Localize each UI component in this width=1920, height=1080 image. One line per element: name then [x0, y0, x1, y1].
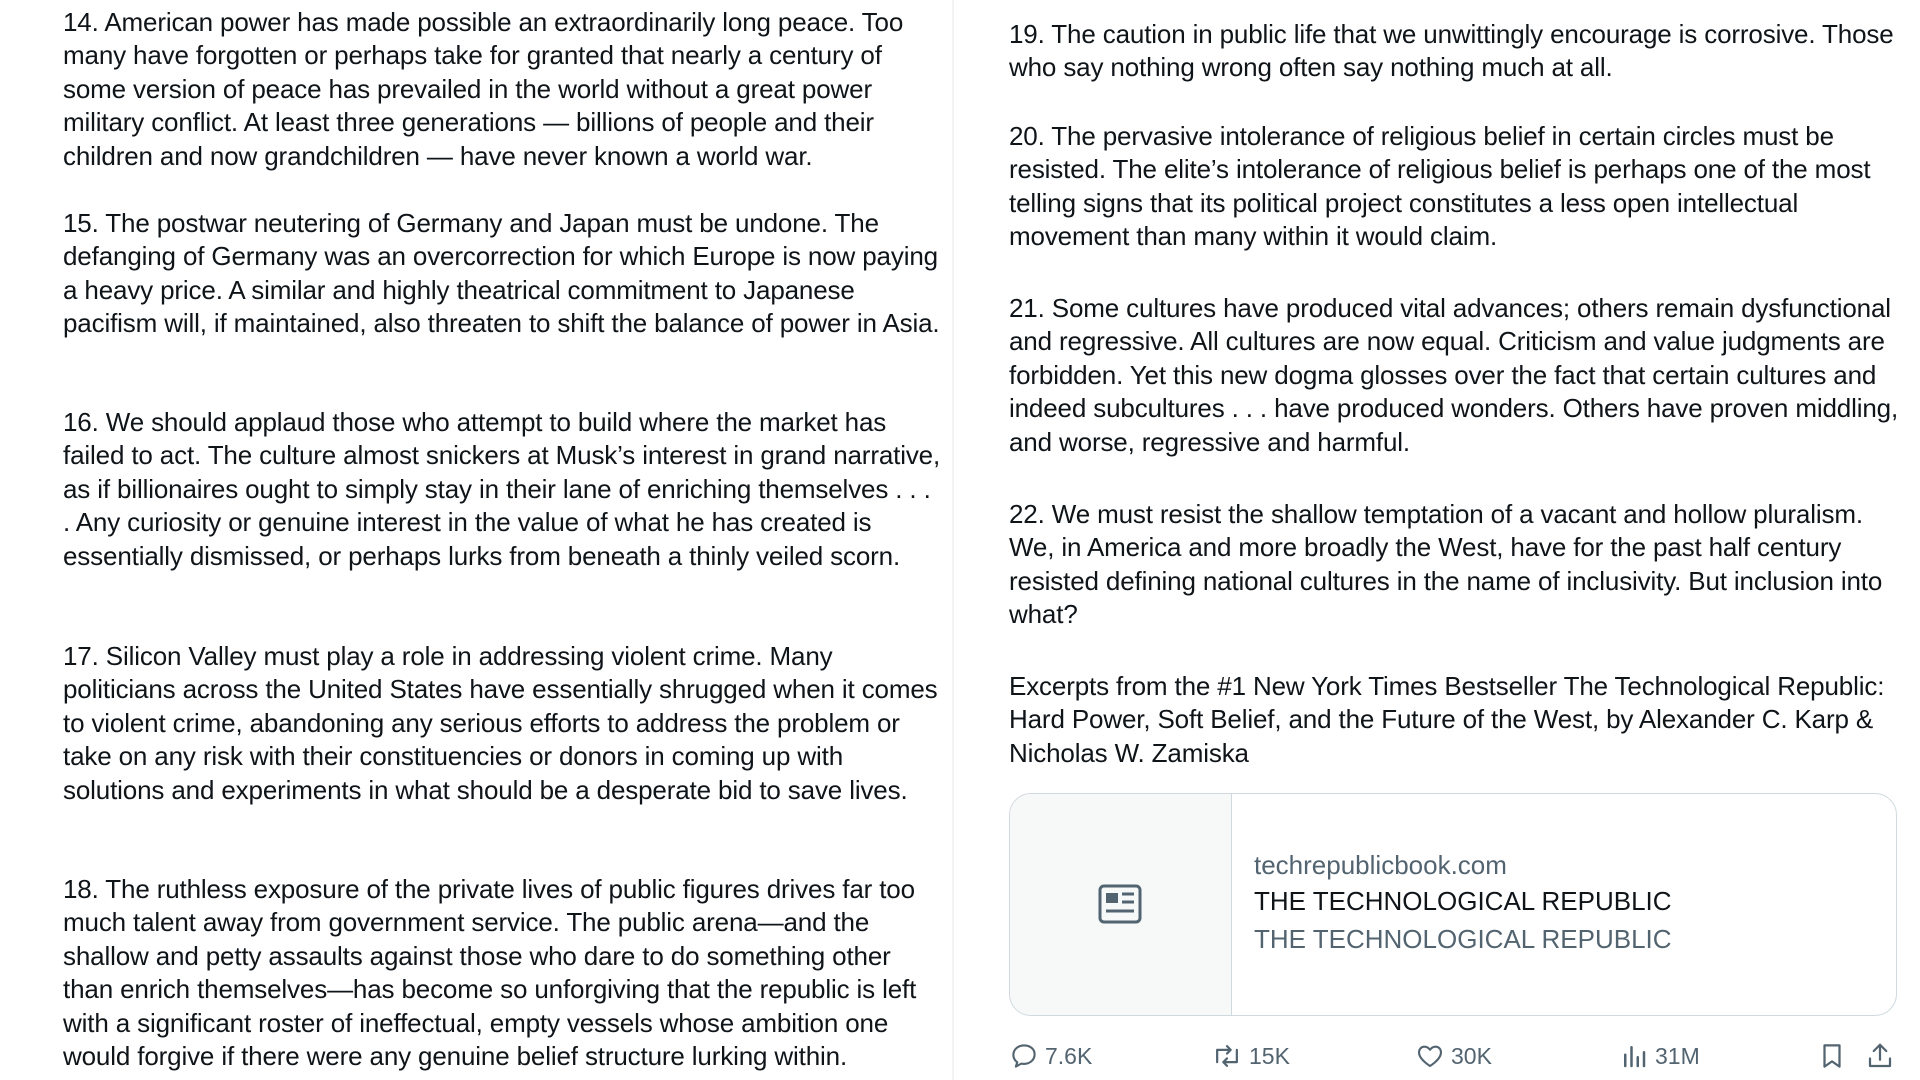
left-column — [0, 0, 950, 1080]
repost-button[interactable] — [1211, 1036, 1290, 1076]
post-actions-bar — [1009, 1036, 1897, 1076]
paragraph-19: 19. The caution in public life that we unwittingly encourage is corrosive. Those who say nothing wrong often say nothing much at all. — [1009, 19, 1894, 83]
paragraph-15: 15. The postwar neutering of Germany and Japan must be undone. The defanging of Germany was an overcorrection for which Europe is now paying a heavy price. A similar and highly theatrical commitment to Japanese pacifism will, if maintained, also threaten to shift the balance of power in Asia. — [63, 208, 940, 339]
link-title: THE TECHNOLOGICAL REPUBLIC — [1254, 886, 1672, 916]
views-button[interactable] — [1619, 1036, 1700, 1076]
paragraph-18: 18. The ruthless exposure of the private lives of public figures drives far too much talent away from government service. The public arena—and the shallow and petty assaults against those who dare to do something other than enrich themselves—has become so unforgiving that the republic is left with a significant roster of ineffectual, empty vessels whose ambition one would forgive if there were any genuine belief structure lurking within. — [63, 874, 917, 1072]
reply-icon — [1009, 1041, 1039, 1071]
paragraph-14: 14. American power has made possible an extraordinarily long peace. Too many have forgotten or perhaps take for granted that nearly a century of some version of peace has prevailed in the world without a great power military conflict. At least three generations — billions of people and their children and now grandchildren — have never known a world war. — [63, 7, 904, 171]
like-button[interactable] — [1415, 1036, 1492, 1076]
repost-count: 15K — [1249, 1042, 1290, 1069]
heart-icon — [1415, 1041, 1445, 1071]
repost-icon — [1211, 1041, 1243, 1071]
reply-count: 7.6K — [1045, 1042, 1093, 1069]
reply-button[interactable] — [1009, 1036, 1092, 1076]
excerpt-credit: Excerpts from the #1 New York Times Bestseller The Technological Republic: Hard Power, Soft Belief, and the Future of the West, by Alexander C. Karp & Nicholas W. Zamiska — [1009, 671, 1885, 768]
like-count: 30K — [1451, 1042, 1492, 1069]
paragraph-21: 21. Some cultures have produced vital advances; others remain dysfunctional and regressive. All cultures are now equal. Criticism and value judgments are forbidden. Yet this new dogma glosses over the fact that certain cultures and indeed subcultures . . . have produced wonders. Others have proven middling, and worse, regressive and harmful. — [1009, 293, 1899, 457]
link-text — [1254, 848, 1874, 958]
view-count: 31M — [1655, 1042, 1700, 1069]
link-description: THE TECHNOLOGICAL REPUBLIC — [1254, 924, 1672, 954]
bookmark-button[interactable] — [1817, 1036, 1847, 1076]
bookmark-icon — [1817, 1041, 1847, 1071]
link-preview-card[interactable] — [1009, 793, 1897, 1016]
paragraph-16: 16. We should applaud those who attempt to build where the market has failed to act. The culture almost snickers at Musk’s interest in grand narrative, as if billionaires ought to simply stay in their lane of enriching themselves . . . . Any curiosity or genuine interest in the value of what he has created is essentially dismissed, or perhaps lurks from beneath a thinly veiled scorn. — [63, 407, 941, 571]
paragraph-17: 17. Silicon Valley must play a role in addressing violent crime. Many politicians across the United States have essentially shrugged when it comes to violent crime, abandoning any serious efforts to address the problem or take on any risk with their constituencies or donors in coming up with solutions and experiments in what should be a desperate bid to save lives. — [63, 641, 938, 805]
paragraph-20: 20. The pervasive intolerance of religious belief in certain circles must be resisted. The elite’s intolerance of religious belief is perhaps one of the most telling signs that its political project constitutes a less open intellectual movement than many within it would claim. — [1009, 121, 1871, 252]
link-domain: techrepublicbook.com — [1254, 850, 1507, 880]
right-column — [954, 0, 1920, 1080]
share-button[interactable] — [1865, 1036, 1895, 1076]
share-icon — [1865, 1041, 1895, 1071]
article-icon — [1098, 884, 1142, 924]
paragraph-22: 22. We must resist the shallow temptation of a vacant and hollow pluralism. We, in America and more broadly the West, have for the past half century resisted defining national cultures in the name of inclusivity. But inclusion into what? — [1009, 499, 1883, 630]
analytics-icon — [1619, 1041, 1649, 1071]
link-thumbnail — [1010, 794, 1232, 1015]
